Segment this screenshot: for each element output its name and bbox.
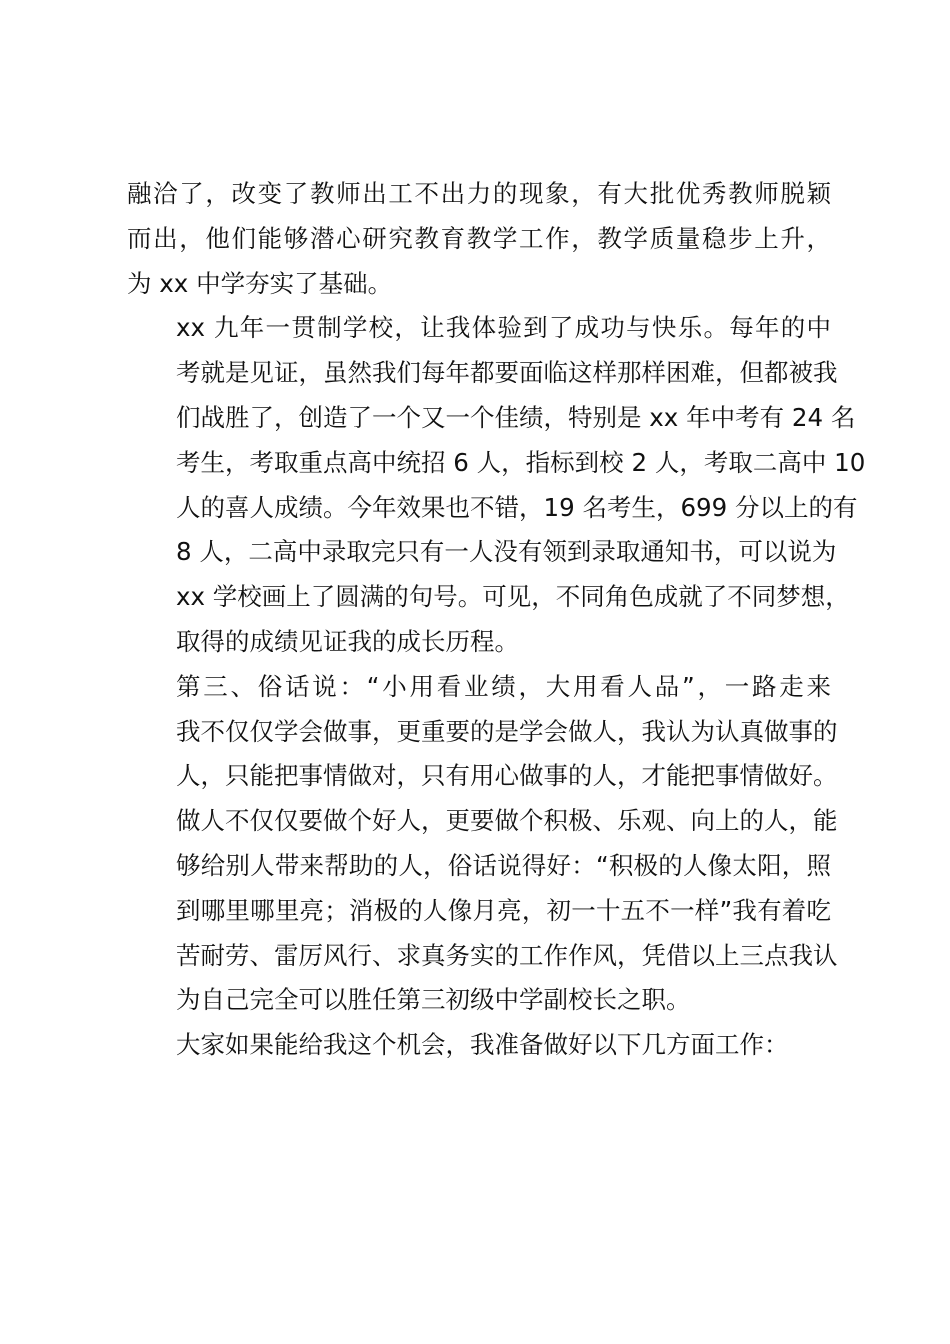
text-line: 考生，考取重点高中统招 6 人，指标到校 2 人，考取二高中 10 <box>176 447 866 477</box>
text-line: 大家如果能给我这个机会，我准备做好以下几方面工作： <box>176 1030 789 1060</box>
paragraph-3 <box>127 665 838 1023</box>
text-line: 而出，他们能够潜心研究教育教学工作，教学质量稳步上升， <box>127 223 831 253</box>
text-line: 取得的成绩见证我的成长历程。 <box>176 626 519 656</box>
paragraph-1 <box>127 172 831 306</box>
text-line: 苦耐劳、雷厉风行、求真务实的工作作风，凭借以上三点我认 <box>176 940 838 970</box>
text-line: 人的喜人成绩。今年效果也不错，19 名考生，699 分以上的有 <box>176 492 858 522</box>
text-line: 为自己完全可以胜任第三初级中学副校长之职。 <box>176 985 691 1015</box>
text-line: 融洽了，改变了教师出工不出力的现象，有大批优秀教师脱颖 <box>127 179 831 208</box>
text-line: 为 xx 中学夯实了基础。 <box>127 268 393 298</box>
text-line: 人，只能把事情做对，只有用心做事的人，才能把事情做好。 <box>176 761 838 791</box>
text-line: 够给别人带来帮助的人，俗话说得好：“积极的人像太阳，照 <box>176 850 831 880</box>
text-line: 8 人，二高中录取完只有一人没有领到录取通知书，可以说为 <box>176 537 837 567</box>
text-line: 做人不仅仅要做个好人，更要做个积极、乐观、向上的人，能 <box>176 806 838 836</box>
text-line: xx 九年一贯制学校，让我体验到了成功与快乐。每年的中 <box>176 313 831 343</box>
paragraph-2 <box>127 306 866 664</box>
text-line: 我不仅仅学会做事，更重要的是学会做人，我认为认真做事的 <box>176 716 838 746</box>
text-line: 们战胜了，创造了一个又一个佳绩，特别是 xx 年中考有 24 名 <box>176 402 856 432</box>
text-line: xx 学校画上了圆满的句号。可见，不同角色成就了不同梦想， <box>176 582 850 612</box>
text-line: 到哪里哪里亮；消极的人像月亮，初一十五不一样”我有着吃 <box>176 895 831 925</box>
text-line: 第三、俗话说：“小用看业绩，大用看人品”，一路走来 <box>176 671 831 701</box>
paragraph-4 <box>127 1023 831 1068</box>
text-line: 考就是见证，虽然我们每年都要面临这样那样困难，但都被我 <box>176 358 838 388</box>
document-body <box>127 172 866 1068</box>
